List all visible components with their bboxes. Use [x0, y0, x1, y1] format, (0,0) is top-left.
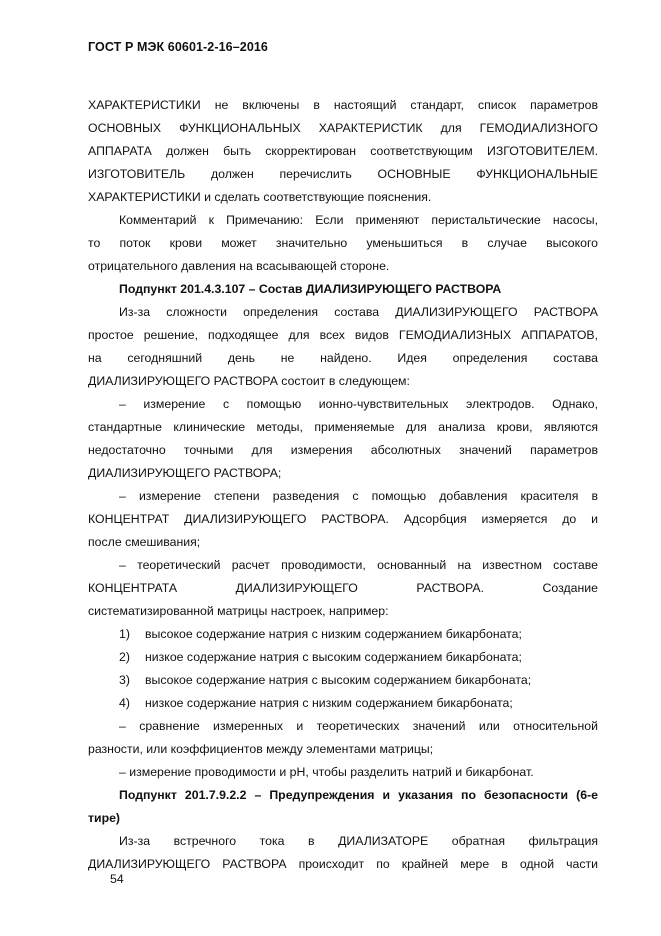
page-number: 54 — [110, 872, 124, 886]
subsection-heading-continued: тире) — [88, 811, 121, 825]
text-line: Из-за встречного тока в ДИАЛИЗАТОРЕ обратная фильтрация — [119, 834, 598, 848]
text-line: недостаточно точными для измерения абсолютных значений параметров — [88, 443, 598, 457]
text-line: – измерение проводимости и pH, чтобы разделить натрий и бикарбонат. — [119, 765, 534, 779]
text-line: – сравнение измеренных и теоретических значений или относительной — [119, 719, 598, 733]
text-line: КОНЦЕНТРАТА ДИАЛИЗИРУЮЩЕГО РАСТВОРА. Создание — [88, 581, 598, 595]
text-line: отрицательного давления на всасывающей стороне. — [88, 259, 390, 273]
text-line: ОСНОВНЫХ ФУНКЦИОНАЛЬНЫХ ХАРАКТЕРИСТИК для ГЕМОДИАЛИЗНОГО — [88, 121, 598, 135]
list-item — [119, 626, 598, 642]
text-line: ДИАЛИЗИРУЮЩЕГО РАСТВОРА; — [88, 466, 282, 480]
text-line: ХАРАКТЕРИСТИКИ не включены в настоящий стандарт, список параметров — [88, 98, 598, 112]
list-item — [119, 672, 598, 688]
text-line: то поток крови может значительно уменьшиться в случае высокого — [88, 236, 598, 250]
text-line: ИЗГОТОВИТЕЛЬ должен перечислить ОСНОВНЫЕ ФУНКЦИОНАЛЬНЫЕ — [88, 167, 598, 181]
list-item-number: 1) — [119, 627, 130, 641]
list-item-number: 3) — [119, 673, 130, 687]
list-item — [119, 695, 598, 711]
text-line: – измерение степени разведения с помощью добавления красителя в — [119, 489, 598, 503]
document-header: ГОСТ Р МЭК 60601-2-16–2016 — [88, 40, 268, 54]
list-item — [119, 649, 598, 665]
text-line: ХАРАКТЕРИСТИКИ и сделать соответствующие пояснения. — [88, 190, 432, 204]
text-line: – измерение с помощью ионно-чувствительных электродов. Однако, — [119, 397, 598, 411]
text-line: ДИАЛИЗИРУЮЩЕГО РАСТВОРА состоит в следующем: — [88, 374, 410, 388]
text-line: ДИАЛИЗИРУЮЩЕГО РАСТВОРА происходит по крайней мере в одной части — [88, 857, 598, 871]
text-line: стандартные клинические методы, применяемые для анализа крови, являются — [88, 420, 598, 434]
text-line: Комментарий к Примечанию: Если применяют перистальтические насосы, — [119, 213, 598, 227]
text-line: после смешивания; — [88, 535, 201, 549]
text-line: АППАРАТА должен быть скорректирован соответствующим ИЗГОТОВИТЕЛЕМ. — [88, 144, 598, 158]
text-line: КОНЦЕНТРАТ ДИАЛИЗИРУЮЩЕГО РАСТВОРА. Адсорбция измеряется до и — [88, 512, 598, 526]
list-item-text: высокое содержание натрия с низким содержанием бикарбоната; — [145, 627, 522, 641]
subsection-heading: Подпункт 201.4.3.107 – Состав ДИАЛИЗИРУЮЩЕГО РАСТВОРА — [119, 282, 502, 296]
text-line: – теоретический расчет проводимости, основанный на известном составе — [119, 558, 598, 572]
subsection-heading: Подпункт 201.7.9.2.2 – Предупреждения и указания по безопасности (6-е — [119, 788, 598, 802]
text-line: систематизированной матрицы настроек, например: — [88, 604, 389, 618]
list-item-text: высокое содержание натрия с высоким содержанием бикарбоната; — [145, 673, 532, 687]
text-line: простое решение, подходящее для всех видов ГЕМОДИАЛИЗНЫХ АППАРАТОВ, — [88, 328, 598, 342]
list-item-text: низкое содержание натрия с высоким содержанием бикарбоната; — [145, 650, 522, 664]
list-item-number: 4) — [119, 696, 130, 710]
text-line: Из-за сложности определения состава ДИАЛИЗИРУЮЩЕГО РАСТВОРА — [119, 305, 598, 319]
text-line: на сегодняшний день не найдено. Идея определения состава — [88, 351, 598, 365]
list-item-text: низкое содержание натрия с низким содержанием бикарбоната; — [145, 696, 513, 710]
text-line: разности, или коэффициентов между элементами матрицы; — [88, 742, 434, 756]
list-item-number: 2) — [119, 650, 130, 664]
